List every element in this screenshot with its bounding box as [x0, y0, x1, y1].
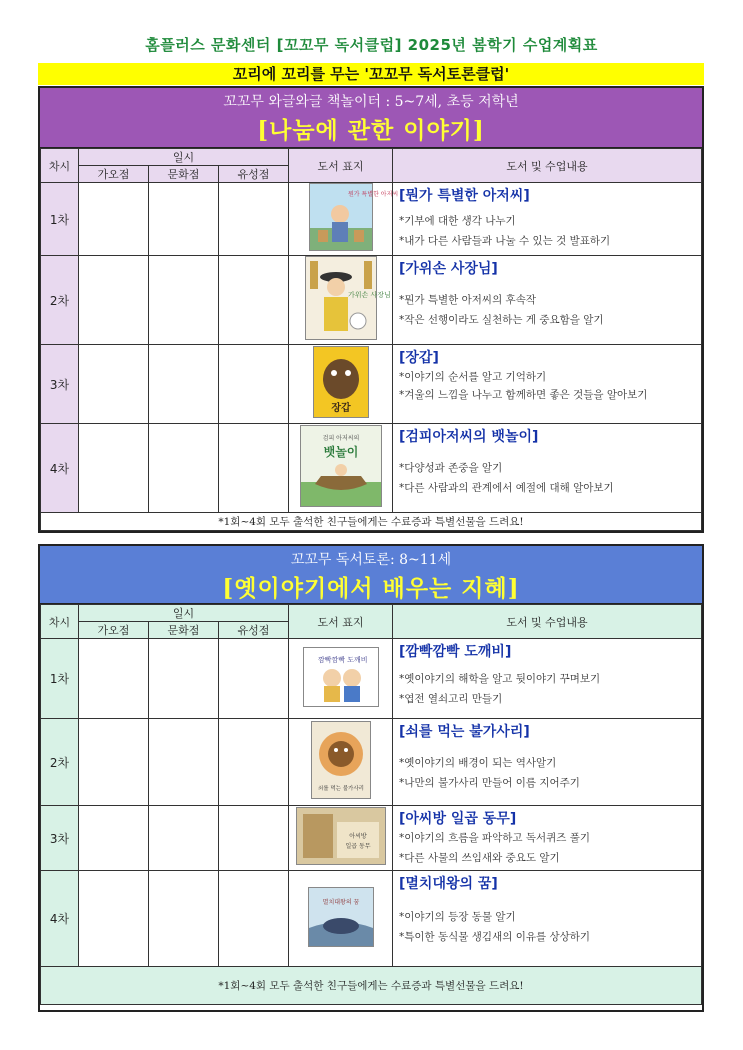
cover-title-text: 깜빡깜빡 도깨비: [317, 655, 368, 664]
lesson-note: *이야기의 흐름을 파악하고 독서퀴즈 풀기: [399, 832, 591, 844]
book-cover-image: [303, 647, 379, 707]
schedule-cell: [79, 345, 149, 424]
book-title: [아씨방 일곱 동무]: [399, 811, 517, 827]
cover-title-text: 뭔가 특별한 아저씨: [347, 191, 398, 198]
schedule-cell: [79, 871, 149, 967]
content-cell: [393, 719, 702, 806]
branch-header-munhwa: 문화점: [149, 166, 219, 183]
lesson-note: *이야기의 등장 동물 알기: [399, 911, 516, 923]
section-folk-tale-wisdom: [38, 544, 704, 1012]
lesson-plan-table: [40, 604, 702, 1005]
cover-title-text: 뱃놀이: [323, 445, 358, 459]
lesson-number: 1차: [41, 183, 79, 256]
schedule-cell: [219, 806, 289, 871]
branch-header-munhwa: 문화점: [149, 622, 219, 639]
book-cover-image: [313, 346, 369, 418]
branch-header-yuseong: 유성점: [219, 166, 289, 183]
cover-header: 도서 표지: [289, 605, 393, 639]
lesson-number: 4차: [41, 424, 79, 513]
schedule-cell: [219, 871, 289, 967]
lesson-number: 3차: [41, 345, 79, 424]
schedule-cell: [219, 719, 289, 806]
cover-cell: [289, 424, 393, 513]
schedule-cell: [149, 871, 219, 967]
cover-title-text: 검피 아저씨의: [322, 435, 359, 442]
book-title: [장갑]: [399, 350, 439, 366]
lesson-note: *엽전 열쇠고리 만들기: [399, 693, 503, 705]
book-cover-image: [300, 425, 382, 507]
book-cover-image: [308, 887, 374, 947]
lesson-header: 차시: [41, 149, 79, 183]
schedule-cell: [149, 639, 219, 719]
schedule-cell: [219, 183, 289, 256]
section-title: [나눔에 관한 이야기]: [257, 117, 485, 144]
section-subtitle: 꼬꼬무 와글와글 책놀이터 : 5~7세, 초등 저학년: [223, 94, 519, 110]
lesson-number: 4차: [41, 871, 79, 967]
attendance-notice: *1회~4회 모두 출석한 친구들에게는 수료증과 특별선물을 드려요!: [41, 967, 702, 1005]
lesson-number: 3차: [41, 806, 79, 871]
book-cover-image: [296, 807, 386, 865]
cover-cell: [289, 183, 398, 256]
cover-title-text: 멸치대왕의 꿈: [322, 898, 359, 906]
cover-cell: [289, 806, 393, 871]
table-footer-row: [41, 967, 702, 1005]
book-title: [뭔가 특별한 아저씨]: [399, 188, 530, 204]
content-header: 도서 및 수업내용: [393, 605, 702, 639]
cover-cell: [289, 345, 393, 424]
branch-header-gao: 가오점: [79, 166, 149, 183]
section-title: [옛이야기에서 배우는 지혜]: [222, 575, 520, 602]
lesson-note: *다양성과 존중을 알기: [399, 462, 503, 474]
lesson-note: *다른 사람과의 관계에서 예절에 대해 알아보기: [399, 482, 614, 494]
schedule-cell: [219, 424, 289, 513]
content-cell: [393, 183, 702, 256]
table-row: [41, 719, 702, 806]
book-cover-image: [311, 721, 371, 799]
schedule-cell: [149, 183, 219, 256]
lesson-note: *내가 다른 사람들과 나눌 수 있는 것 발표하기: [399, 235, 611, 247]
cover-title-text: 아씨방: [348, 833, 367, 840]
lesson-number: 1차: [41, 639, 79, 719]
table-row: [41, 424, 702, 513]
table-row: [41, 345, 702, 424]
content-cell: [393, 639, 702, 719]
book-title: [검피아저씨의 뱃놀이]: [399, 429, 539, 445]
schedule-cell: [79, 256, 149, 345]
lesson-note: *이야기의 순서를 알고 기억하기: [399, 371, 547, 383]
schedule-cell: [79, 183, 149, 256]
schedule-cell: [79, 639, 149, 719]
schedule-cell: [219, 345, 289, 424]
cover-cell: [289, 256, 393, 345]
cover-title-text: 장갑: [330, 403, 351, 414]
content-cell: [393, 871, 702, 967]
content-cell: [393, 806, 702, 871]
schedule-header: 일시: [79, 149, 289, 166]
content-cell: [393, 424, 702, 513]
schedule-header: 일시: [79, 605, 289, 622]
book-title: [쇠를 먹는 불가사리]: [399, 724, 530, 740]
lesson-plan-table: [40, 148, 702, 531]
schedule-cell: [149, 424, 219, 513]
content-header: 도서 및 수업내용: [393, 149, 702, 183]
schedule-cell: [219, 639, 289, 719]
table-row: [41, 639, 702, 719]
book-cover-image: [305, 256, 391, 340]
schedule-cell: [149, 719, 219, 806]
table-row: [41, 183, 702, 256]
book-title: [멸치대왕의 꿈]: [399, 876, 498, 892]
lesson-note: *뭔가 특별한 아저씨의 후속작: [399, 294, 536, 306]
lesson-note: *겨울의 느낌을 나누고 함께하면 좋은 것들을 알아보기: [399, 389, 648, 401]
book-cover-image: [309, 183, 398, 251]
schedule-cell: [149, 345, 219, 424]
branch-header-yuseong: 유성점: [219, 622, 289, 639]
lesson-number: 2차: [41, 719, 79, 806]
lesson-note: *옛이야기의 배경이 되는 역사알기: [399, 757, 557, 769]
schedule-cell: [79, 719, 149, 806]
schedule-cell: [219, 256, 289, 345]
table-row: [41, 806, 702, 871]
attendance-notice: *1회~4회 모두 출석한 친구들에게는 수료증과 특별선물을 드려요!: [41, 513, 702, 531]
content-cell: [393, 256, 702, 345]
schedule-cell: [149, 806, 219, 871]
cover-cell: [289, 719, 393, 806]
lesson-note: *특이한 동식물 생김새의 이유를 상상하기: [399, 931, 591, 943]
cover-title-text: 쇠를 먹는 불가사리: [317, 786, 364, 792]
section-header: [40, 88, 702, 148]
content-cell: [393, 345, 702, 424]
lesson-note: *작은 선행이라도 실천하는 게 중요함을 알기: [399, 314, 604, 326]
lesson-number: 2차: [41, 256, 79, 345]
schedule-cell: [79, 424, 149, 513]
table-row: [41, 256, 702, 345]
lesson-note: *기부에 대한 생각 나누기: [399, 215, 516, 227]
cover-title-text: 가위손 사장님: [347, 291, 391, 299]
cover-cell: [289, 871, 393, 967]
book-title: [깜빡깜빡 도깨비]: [399, 644, 512, 660]
table-row: [41, 871, 702, 967]
branch-header-gao: 가오점: [79, 622, 149, 639]
section-sharing-stories: [38, 86, 704, 533]
club-banner: 꼬리에 꼬리를 무는 '꼬꼬무 독서토론클럽': [38, 63, 704, 85]
cover-cell: [289, 639, 393, 719]
lesson-header: 차시: [41, 605, 79, 639]
lesson-note: *옛이야기의 해학을 알고 뒷이야기 꾸며보기: [399, 673, 601, 685]
section-header: [40, 546, 702, 604]
schedule-cell: [79, 806, 149, 871]
lesson-note: *다른 사물의 쓰임새와 중요도 알기: [399, 852, 560, 864]
book-title: [가위손 사장님]: [399, 261, 498, 277]
table-footer-row: [41, 513, 702, 531]
document-title: 홈플러스 문화센터 [꼬꼬무 독서클럽] 2025년 봄학기 수업계획표: [145, 36, 598, 54]
section-subtitle: 꼬꼬무 독서토론: 8~11세: [290, 552, 452, 568]
lesson-note: *나만의 불가사리 만들어 이름 지어주기: [399, 777, 580, 789]
schedule-cell: [149, 256, 219, 345]
cover-title-text: 일곱 동무: [344, 843, 371, 850]
cover-header: 도서 표지: [289, 149, 393, 183]
